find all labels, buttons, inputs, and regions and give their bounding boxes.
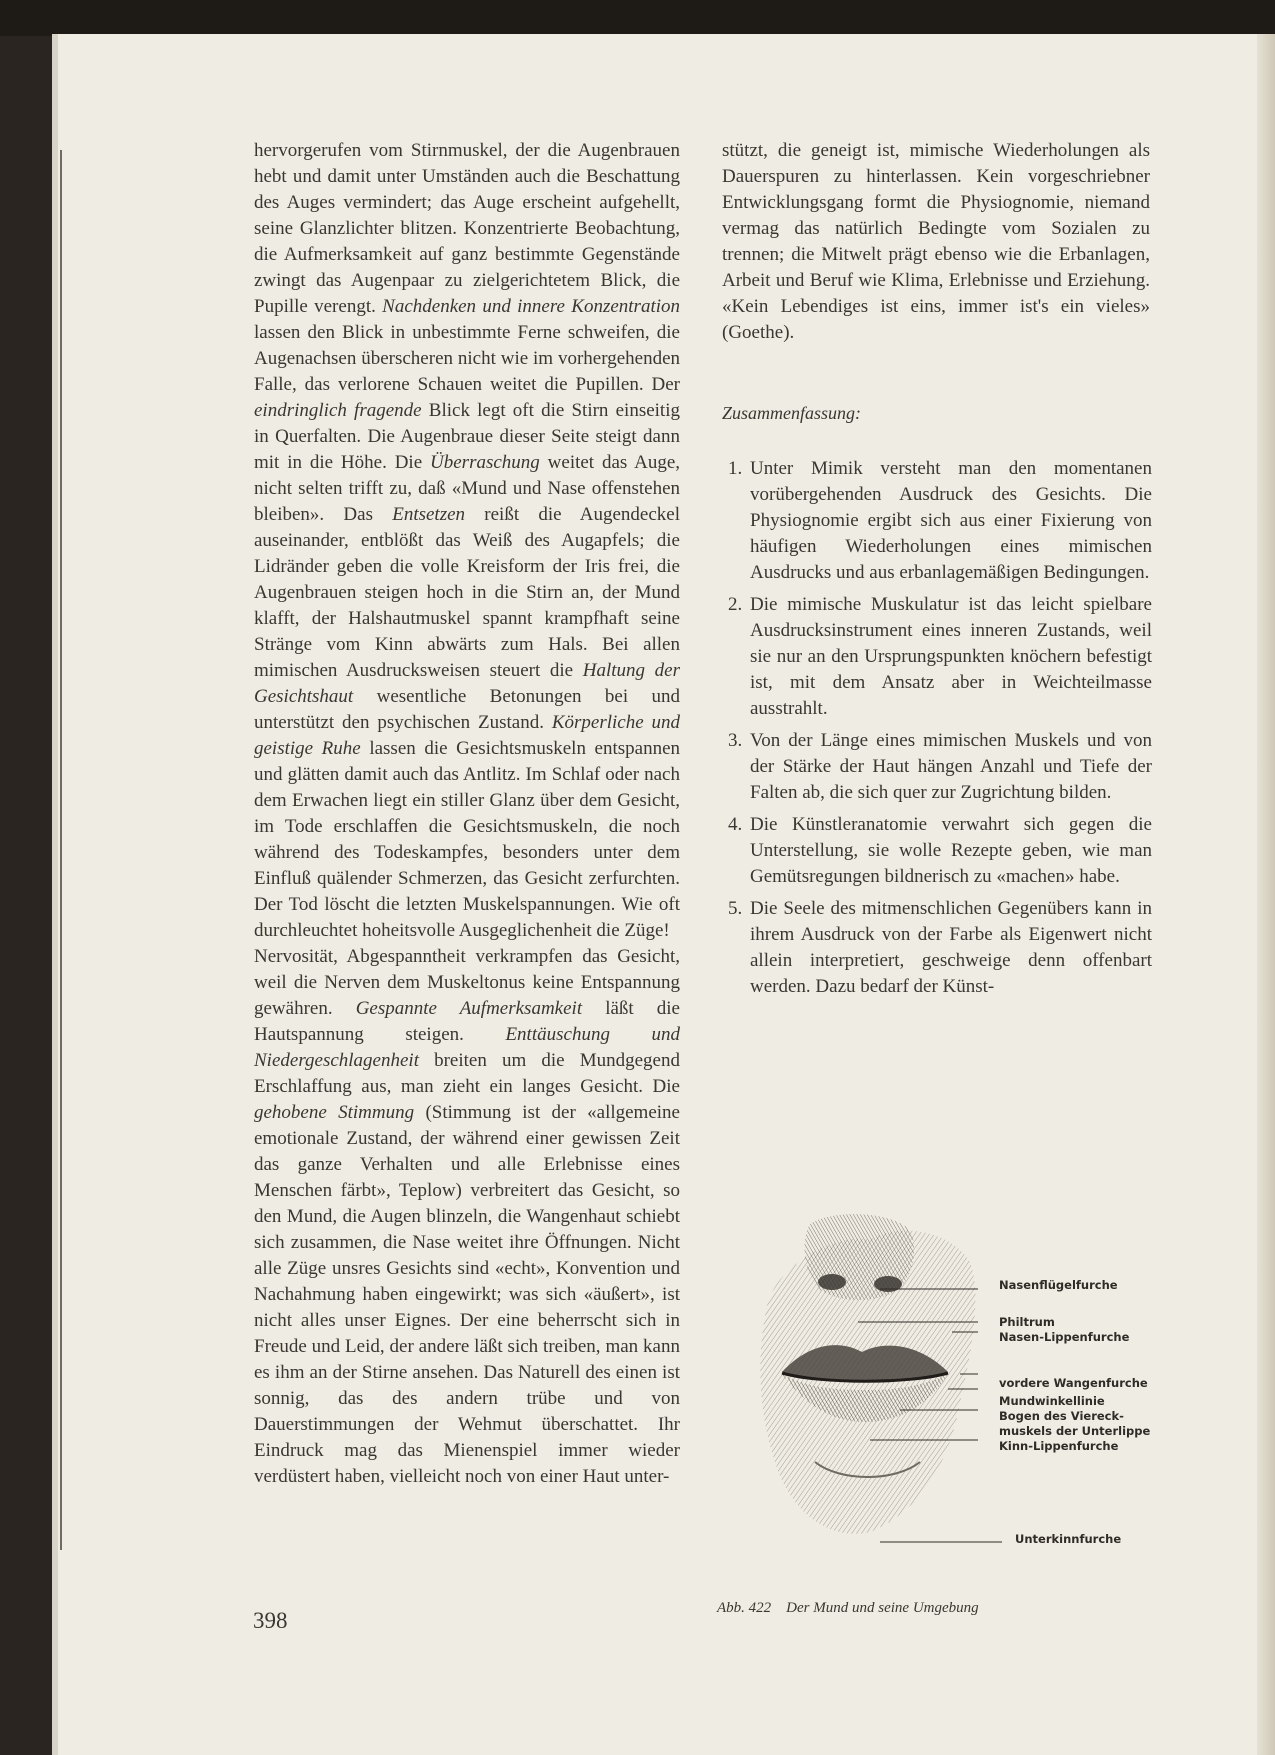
scan-top-band: [0, 0, 1275, 36]
left-paragraph-1: hervorgerufen vom Stirnmuskel, der die Augenbrauen hebt und damit unter Umständen auch die Beschattung des Auges vermindert; das Auge erscheint aufgehellt, seine Glanzlichter blitzen. Konzentrierte Beobachtung, die Aufmerksamkeit auf ganz bestimmte Gegenstände zwingt das Augenpaar zu zielgerichtetem Blick, die Pupille verengt. Nachdenken und innere Konzentration lassen den Blick in unbestimmte Ferne schweifen, die Augenachsen überscheren nicht wie im vorhergehenden Falle, das verlorene Schauen weitet die Pupillen. Der eindringlich fragende Blick legt oft die Stirn einseitig in Querfalten. Die Augenbraue dieser Seite steigt dann mit in die Höhe. Die Überraschung weitet das Auge, nicht selten trifft zu, daß «Mund und Nase offenstehen bleiben». Das Entsetzen reißt die Augendeckel auseinander, entblößt das Weiß des Augapfels; die Lidränder geben die volle Kreisform der Iris frei, die Augenbrauen steigen hoch in die Stirn an, der Mund klafft, der Halshautmuskel spannt krampfhaft seine Stränge vom Kinn abwärts zum Hals. Bei allen mimischen Ausdrucksweisen steuert die Haltung der Gesichtshaut wesentliche Betonungen bei und unterstützt den psychischen Zustand. Körperliche und geistige Ruhe lassen die Gesichtsmuskeln entspannen und glätten damit auch das Antlitz. Im Schlaf oder nach dem Erwachen liegt ein stiller Glanz über dem Gesicht, im Tode erschlaffen die Gesichtsmuskeln, die noch während des Todeskampfes, besonders unter dem Einfluß quälender Schmerzen, das Gesicht zerfurchten. Der Tod löscht die letzten Muskelspannungen. Wie oft durchleuchtet hoheitsvolle Ausgeglichenheit die Züge!: [254, 140, 681, 941]
summary-item: 4. Die Künstleranatomie verwahrt sich gegen die Unterstellung, sie wolle Rezepte geben, wie man Gemütsregungen bildnerisch zu «machen» habe.: [728, 814, 1152, 887]
page-number: 398: [253, 1608, 288, 1633]
right-column: [722, 138, 1150, 346]
figure-caption: [717, 1600, 1157, 1617]
figure-caption-text: Der Mund und seine Umgebung: [786, 1600, 979, 1616]
summary-item: 2. Die mimische Muskulatur ist das leicht spielbare Ausdrucksinstrument eines inneren Zustands, weil sie nur an den Ursprungspunkten knöchern befestigt ist, mit dem Ansatz aber in Weichteilmasse ausstrahlt.: [728, 594, 1152, 719]
summary-item: 1. Unter Mimik versteht man den momentanen vorübergehenden Ausdruck des Gesichts. Die Physiognomie ergibt sich aus einer Fixierung von häufigen Wiederholungen eines mimischen Ausdrucks und aus erbanlagemäßigen Bedingungen.: [728, 458, 1152, 583]
summary-item: 3. Von der Länge eines mimischen Muskels und von der Stärke der Haut hängen Anzahl und Tiefe der Falten ab, die sich quer zur Zugrichtung bilden.: [728, 730, 1152, 803]
label-mundwinkellinie: Mundwinkellinie: [999, 1394, 1105, 1408]
left-column: [254, 138, 680, 1490]
label-kinn-lippenfurche: Kinn-Lippenfurche: [999, 1439, 1119, 1453]
label-bogen-2: muskels der Unterlippe: [999, 1424, 1151, 1438]
label-bogen-1: Bogen des Viereck-: [999, 1409, 1124, 1423]
label-vordere-wangenfurche: vordere Wangenfurche: [999, 1376, 1148, 1390]
binding-edge: [60, 150, 62, 1550]
summary-list: [722, 456, 1152, 1006]
label-unterkinnfurche: Unterkinnfurche: [1015, 1532, 1122, 1546]
right-nostril: [874, 1276, 902, 1292]
left-paragraph-2: Nervosität, Abgespanntheit verkrampfen das Gesicht, weil die Nerven dem Muskeltonus keine Entspannung gewähren. Gespannte Aufmerksamkeit läßt die Hautspannung steigen. Enttäuschung und Niedergeschlagenheit breiten um die Mundgegend Erschlaffung aus, man zieht ein langes Gesicht. Die gehobene Stimmung (Stimmung ist der «allgemeine emotionale Zustand, der während einer gewissen Zeit das ganze Verhalten und alle Erlebnisse eines Menschen färbt», Teplow) verbreitert das Gesicht, so den Mund, die Augen blinzeln, die Wangenhaut schiebt sich zusammen, die Nase weitet ihre Öffnungen. Nicht alle Züge unsres Gesichts sind «echt», Konvention und Nachahmung haben eingewirkt; was sich «äußert», ist nicht alles unser Eignes. Der eine beherrscht sich in Freude und Leid, der andere läßt sich treiben, man kann es ihm an der Stirne ansehen. Das Naturell des einen ist sonnig, das des andern trübe und von Dauerstimmungen der Wehmut überschattet. Ihr Eindruck mag das Mienenspiel immer wieder verdüstert haben, vielleicht noch von einer Haut unter-: [254, 946, 681, 1487]
left-nostril: [818, 1274, 846, 1290]
right-intro-paragraph: stützt, die geneigt ist, mimische Wiederholungen als Dauerspuren zu hinterlassen. Kein vorgeschriebner Entwicklungsgang formt die Physiognomie, niemand vermag das natürlich Bedingte vom Sozialen zu trennen; die Mitwelt prägt ebenso wie die Erbanlagen, Arbeit und Beruf wie Klima, Erlebnisse und Erziehung. «Kein Lebendiges ist eins, immer ist's ein vieles» (Goethe).: [722, 140, 1150, 343]
label-philtrum: Philtrum: [999, 1315, 1055, 1329]
summary-item: 5. Die Seele des mitmenschlichen Gegenübers kann in ihrem Ausdruck von der Farbe als Eigenwert nicht allein interpretiert, geschweige denn offenbart werden. Dazu bedarf der Künst-: [728, 898, 1152, 997]
label-nasenfluegelfurche: Nasenflügelfurche: [999, 1278, 1118, 1292]
page-edge: [1257, 34, 1275, 1755]
figure-number: Abb. 422: [717, 1600, 772, 1616]
label-nasen-lippenfurche: Nasen-Lippenfurche: [999, 1330, 1130, 1344]
summary-heading: Zusammenfassung:: [722, 403, 862, 423]
mouth-figure: [720, 1212, 1160, 1552]
